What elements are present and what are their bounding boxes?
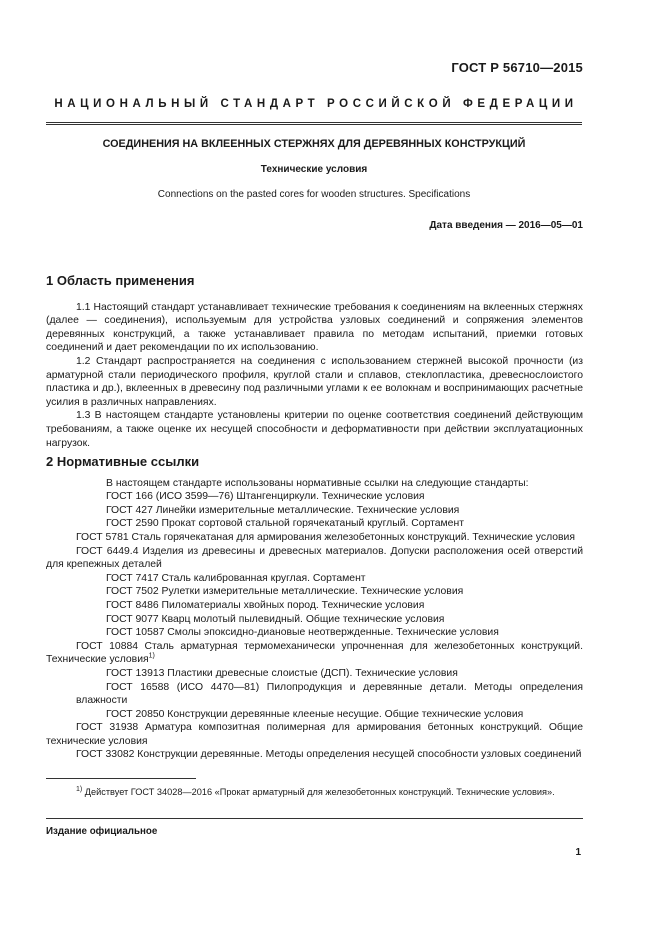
footnote-text: Действует ГОСТ 34028—2016 «Прокат арматурный для железобетонных конструкций. Технические условия». (82, 787, 555, 797)
section-scope (46, 274, 583, 450)
reference-item: ГОСТ 5781 Сталь горячекатаная для армирования железобетонных конструкций. Технические условия (76, 531, 575, 543)
section-normative-references (46, 455, 583, 762)
footnote (46, 786, 583, 798)
reference-item: ГОСТ 2590 Прокат сортовой стальной горячекатаный круглый. Сортамент (106, 518, 464, 530)
footnote-marker[interactable]: 1) (148, 652, 155, 660)
reference-item: ГОСТ 33082 Конструкции деревянные. Методы определения несущей способности узловых соединений (76, 749, 582, 761)
reference-item: ГОСТ 9077 Кварц молотый пылевидный. Общие технические условия (106, 613, 445, 625)
footnote-marker: 1) (76, 785, 83, 793)
paragraph-1-1: 1.1 Настоящий стандарт устанавливает технические требования к соединениям на вклеенных стержнях (далее — соединения), используемым для устройства узловых соединений и сопряжения элементов деревянных конструкций, а также устанавливает правила по методам испытаний, приемки готовых соединений и дает рекомендации по их использованию. (46, 301, 583, 354)
paragraph-1-3: 1.3 В настоящем стандарте установлены критерии по оценке соответствия соединений действующим требованиям, а также оценке их несущей способности и деформативности при действии эксплуатационных нагрузок. (46, 410, 583, 449)
section-heading: 2 Нормативные ссылки (46, 454, 200, 469)
section-heading: 1 Область применения (46, 273, 195, 288)
reference-item: ГОСТ 7417 Сталь калиброванная круглая. Сортамент (106, 572, 366, 584)
footnote-separator (46, 778, 196, 779)
reference-item: ГОСТ 166 (ИСО 3599—76) Штангенциркули. Технические условия (106, 491, 425, 503)
references-intro: В настоящем стандарте использованы нормативные ссылки на следующие стандарты: (106, 477, 529, 489)
document-title: СОЕДИНЕНИЯ НА ВКЛЕЕННЫХ СТЕРЖНЯХ ДЛЯ ДЕРЕВЯННЫХ КОНСТРУКЦИЙ (102, 138, 526, 150)
reference-item: ГОСТ 16588 (ИСО 4470—81) Пилопродукция и деревянные детали. Методы определения влажности (76, 681, 583, 707)
header-rule-top (46, 122, 582, 123)
reference-item: ГОСТ 10587 Смолы эпоксидно-диановые неотвержденные. Технические условия (106, 627, 499, 639)
introduction-date: Дата введения — 2016—05—01 (429, 220, 583, 231)
reference-item: ГОСТ 6449.4 Изделия из древесины и древесных материалов. Допуски расположения осей отверстий для крепежных деталей (46, 545, 583, 571)
english-title: Connections on the pasted cores for wooden structures. Specifications (157, 189, 471, 200)
official-edition-label: Издание официальное (46, 826, 158, 837)
doc-number: ГОСТ Р 56710—2015 (451, 60, 583, 75)
header-rule-bottom (46, 124, 582, 125)
footer-rule (46, 818, 583, 819)
reference-item: ГОСТ 8486 Пиломатериалы хвойных пород. Технические условия (106, 599, 425, 611)
document-subtitle: Технические условия (260, 164, 368, 175)
reference-item: ГОСТ 20850 Конструкции деревянные клееные несущие. Общие технические условия (106, 708, 524, 720)
national-standard-banner: НАЦИОНАЛЬНЫЙ СТАНДАРТ РОССИЙСКОЙ ФЕДЕРАЦИИ (54, 98, 578, 110)
reference-item-with-footnote (46, 640, 583, 667)
reference-text: ГОСТ 10884 Сталь арматурная термомеханически упрочненная для железобетонных конструкций. Технические условия (46, 640, 583, 666)
reference-item: ГОСТ 31938 Арматура композитная полимерная для армирования бетонных конструкций. Общие технические условия (46, 722, 583, 747)
reference-item: ГОСТ 427 Линейки измерительные металлические. Технические условия (106, 504, 460, 516)
reference-item: ГОСТ 7502 Рулетки измерительные металлические. Технические условия (106, 586, 464, 598)
reference-item: ГОСТ 13913 Пластики древесные слоистые (ДСП). Технические условия (106, 667, 458, 679)
page-number: 1 (575, 847, 581, 858)
paragraph-1-2: 1.2 Стандарт распространяется на соединения с использованием стержней высокой прочности (из арматурной стали периодического профиля, круглой стали и сплавов, стеклопластика, древеснослоистого пластика и др.), вклеенных в древесину под различными углами к ее волокнам и воспринимающих расчетные усилия в различных направлениях. (46, 355, 583, 408)
